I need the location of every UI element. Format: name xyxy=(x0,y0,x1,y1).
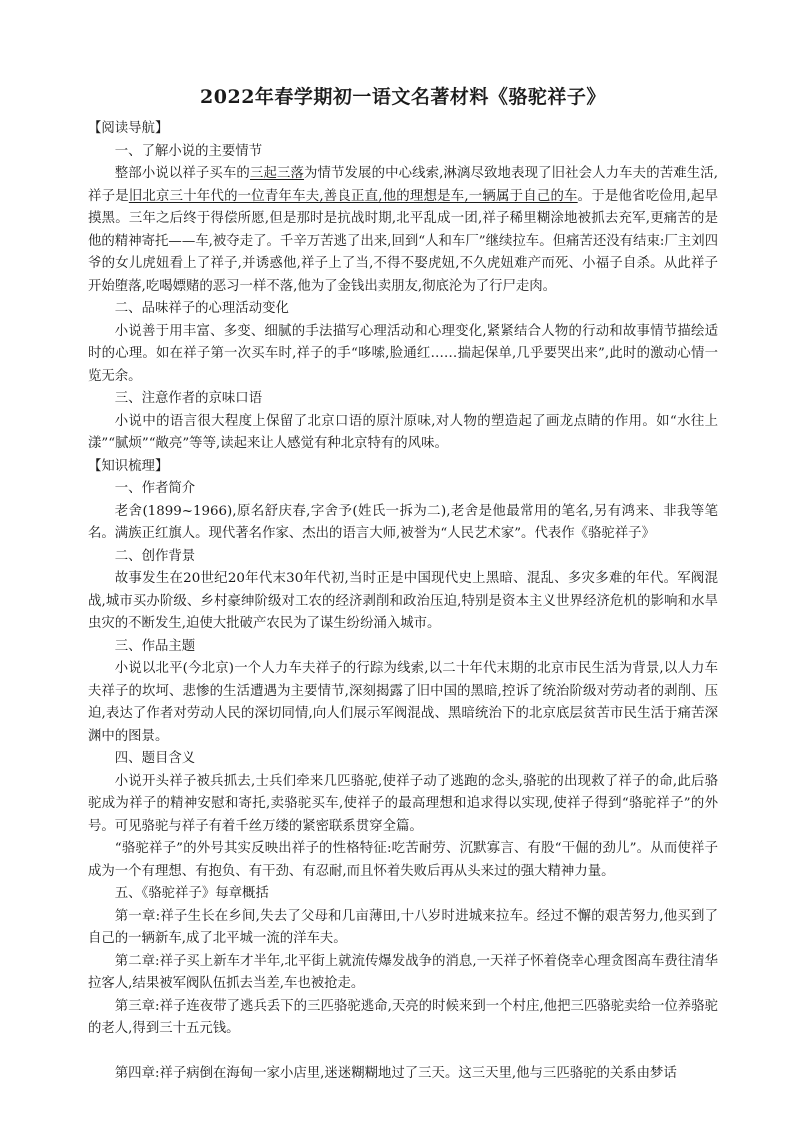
paragraph-background: 故事发生在20世纪20年代末30年代初,当时正是中国现代史上黑暗、混乱、多灾多难的年代。军阀混战,城市买办阶级、乡村豪绅阶级对工农的经济剥削和政治压迫,特别是资本主义世界经济危机的影响和水旱虫灾的不断发生,迫使大批破产农民为了谋生纷纷涌入城市。 xyxy=(88,571,718,631)
underlined-text: 旧北京三十年代的一位青年车夫,善良正直,他的理想是车,一辆属于自己的车 xyxy=(128,188,578,204)
section-heading-theme: 三、作品主题 xyxy=(114,638,196,654)
paragraph-author: 老舍(1899~1966),原名舒庆春,字舍予(姓氏一拆为二),老舍是他最常用的笔名,另有鸿来、非我等笔名。满族正红旗人。现代著名作家、杰出的语言大师,被誉为“人民艺术家”。代表作《骆驼祥子》 xyxy=(88,503,718,541)
paragraph-plot xyxy=(88,163,718,298)
chapter-summary-3: 第三章:祥子连夜带了逃兵丢下的三匹骆驼逃命,天亮的时候来到一个村庄,他把三匹骆驼卖给一位养骆驼的老人,得到三十五元钱。 xyxy=(88,998,718,1036)
section-heading-dialect: 三、注意作者的京味口语 xyxy=(114,391,263,406)
chapter-summary-1: 第一章:祥子生长在乡间,失去了父母和几亩薄田,十八岁时进城来拉车。经过不懈的艰苦努力,他买到了自己的一辆新车,成了北平城一流的洋车夫。 xyxy=(88,908,718,946)
reading-guide-header: 【阅读导航】 xyxy=(88,121,169,136)
section-heading-chapters: 五、《骆驼祥子》每章概括 xyxy=(114,886,269,901)
page-title: 2022年春学期初一语文名著材料《骆驼祥子》 xyxy=(200,86,606,108)
text-segment: 整部小说以祥子买车的 xyxy=(114,166,250,181)
section-heading-plot: 一、了解小说的主要情节 xyxy=(114,143,263,159)
underlined-text: 三起三落 xyxy=(249,166,304,181)
paragraph-psychology: 小说善于用丰富、多变、细腻的手法描写心理活动和心理变化,紧紧结合人物的行动和故事情节描绘适时的心理。如在祥子第一次买车时,祥子的手“哆嗦,脸通红……揣起保单,几乎要哭出来”,此时的激动心情一览无余。 xyxy=(88,323,718,384)
knowledge-section xyxy=(88,456,718,1086)
paragraph-title-meaning-2: “骆驼祥子”的外号其实反映出祥子的性格特征:吃苦耐劳、沉默寡言、有股“干倔的劲儿”。从而使祥子成为一个有理想、有抱负、有干劲、有忍耐,而且怀着失败后再从头来过的强大精神力量。 xyxy=(88,841,718,879)
document-page xyxy=(88,84,718,1085)
paragraph-dialect: 小说中的语言很大程度上保留了北京口语的原汁原味,对人物的塑造起了画龙点睛的作用。如“水往上漾”“腻烦”“敞亮”等等,读起来让人感觉有种北京特有的风味。 xyxy=(88,413,718,451)
paragraph-theme: 小说以北平(今北京)一个人力车夫祥子的行踪为线索,以二十年代末期的北京市民生活为背景,以人力车夫祥子的坎坷、悲惨的生活遭遇为主要情节,深刻揭露了旧中国的黑暗,控诉了统治阶级对劳动者的剥削、压迫,表达了作者对劳动人民的深切同情,向人们展示军阀混战、黑暗统治下的北京底层贫苦市民生活于痛苦深渊中的图景。 xyxy=(88,661,718,744)
paragraph-title-meaning-1: 小说开头祥子被兵抓去,士兵们牵来几匹骆驼,使祥子动了逃跑的念头,骆驼的出现救了祥子的命,此后骆驼成为祥子的精神安慰和寄托,卖骆驼买车,使祥子的最高理想和追求得以实现,使祥子得到“骆驼祥子”的外号。可见骆驼与祥子有着千丝万缕的紧密联系贯穿全篇。 xyxy=(88,773,718,834)
chapter-summary-2: 第二章:祥子买上新车才半年,北平街上就流传爆发战争的消息,一天祥子怀着侥幸心理贪图高车费往清华拉客人,结果被军阀队伍抓去当差,车也被抢走。 xyxy=(88,953,718,991)
section-heading-title-meaning: 四、题目含义 xyxy=(114,751,196,766)
reading-guide-section xyxy=(88,118,718,456)
section-heading-background: 二、创作背景 xyxy=(114,548,196,564)
section-heading-psychology: 二、品味祥子的心理活动变化 xyxy=(114,301,289,316)
spacer xyxy=(88,1041,718,1063)
knowledge-header: 【知识梳理】 xyxy=(88,458,169,474)
chapter-summary-4: 第四章:祥子病倒在海甸一家小店里,迷迷糊糊地过了三天。这三天里,他与三匹骆驼的关系由梦话 xyxy=(114,1065,677,1081)
section-heading-author: 一、作者简介 xyxy=(114,481,196,496)
text-segment: 为情节发展的中心线索,淋漓尽致地表现了旧社会人力车夫的苦难生活,祥子是 xyxy=(88,166,719,204)
text-segment: 。于是他省吃俭用,起早摸黑。三年之后终于得偿所愿,但是那时是抗战时期,北平乱成一团,祥子稀里糊涂地被抓去充军,更痛苦的是他的精神寄托——车,被夺走了。千辛万苦逃了出来,回到“人和车厂”继续拉车。但痛苦还没有结束:厂主刘四爷的女儿虎妞看上了祥子,并诱惑他,祥子上了当,不得不娶虎妞,不久虎妞难产而死、小福子自杀。从此祥子开始堕落,吃喝嫖赌的恶习一样不落,他为了金钱出卖朋友,彻底沦为了行尸走肉。 xyxy=(88,188,718,294)
